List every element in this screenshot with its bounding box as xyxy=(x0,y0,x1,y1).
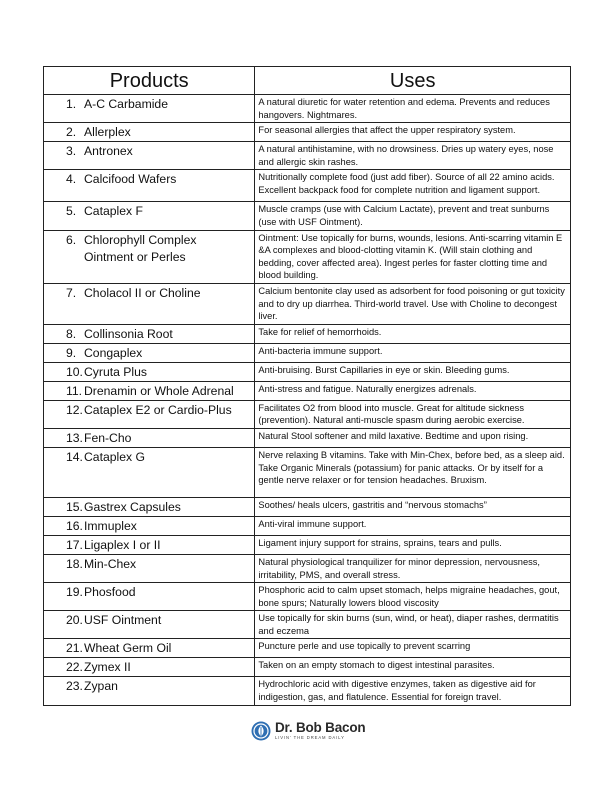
product-name: Cyruta Plus xyxy=(84,364,147,379)
leaf-emblem-icon xyxy=(251,721,271,741)
product-cell xyxy=(44,362,255,381)
product-cell xyxy=(44,677,255,705)
product-number: 1. xyxy=(66,97,77,111)
product-name: Cataplex F xyxy=(84,204,143,219)
brand-logo xyxy=(251,719,365,743)
use-cell: Anti-bruising. Burst Capillaries in eye or skin. Bleeding gums. xyxy=(255,362,571,381)
table-row xyxy=(44,611,571,639)
product-name: Congaplex xyxy=(84,345,143,360)
product-name: Zymex II xyxy=(84,660,131,675)
product-cell xyxy=(44,324,255,343)
use-cell: Anti-viral immune support. xyxy=(255,516,571,535)
table-row xyxy=(44,343,571,362)
product-number: 12. xyxy=(66,402,83,417)
header-products: Products xyxy=(44,67,255,95)
use-cell: A natural diuretic for water retention and edema. Prevents and reduces hangovers. Nightmares. xyxy=(255,95,571,123)
product-number: 14. xyxy=(66,449,83,464)
product-name: Min-Chex xyxy=(84,556,137,571)
use-cell: Facilitates O2 from blood into muscle. Great for altitude sickness (prevention). Natural anti-muscle spasm during aerobic exercise. xyxy=(255,400,571,428)
use-cell: Soothes/ heals ulcers, gastritis and “nervous stomachs” xyxy=(255,497,571,516)
product-name: Drenamin or Whole Adrenal xyxy=(84,383,234,398)
product-cell xyxy=(44,447,255,497)
product-cell xyxy=(44,202,255,230)
table-row xyxy=(44,447,571,497)
product-number: 9. xyxy=(66,345,77,360)
product-name-line2: Ointment or Perles xyxy=(84,249,186,264)
use-cell: Anti-stress and fatigue. Naturally energizes adrenals. xyxy=(255,381,571,400)
product-number: 4. xyxy=(66,172,77,187)
header-uses: Uses xyxy=(255,67,571,95)
product-number: 11. xyxy=(66,383,83,398)
table-row xyxy=(44,123,571,142)
use-cell: Ointment: Use topically for burns, wounds, lesions. Anti-scarring vitamin E &A complexes and blood-clotting vitamin K. (Will stain clothing and bedding, cover affected area). Ingest perles for faster clotting time and blood building. xyxy=(255,230,571,283)
product-number: 3. xyxy=(66,144,77,159)
table-row xyxy=(44,202,571,230)
use-cell: Phosphoric acid to calm upset stomach, helps migraine headaches, gout, bone spurs; Naturally lowers blood viscosity xyxy=(255,583,571,611)
product-name: Gastrex Capsules xyxy=(84,499,181,514)
product-name: Collinsonia Root xyxy=(84,326,173,341)
product-number: 19. xyxy=(66,585,83,600)
table-row xyxy=(44,677,571,705)
table-row xyxy=(44,583,571,611)
product-cell xyxy=(44,283,255,324)
product-cell xyxy=(44,95,255,123)
use-cell: Nutritionally complete food (just add fiber). Source of all 22 amino acids. Excellent backpack food for complete nutrition and ligament support. xyxy=(255,170,571,202)
table-row xyxy=(44,639,571,658)
use-cell: Take for relief of hemorrhoids. xyxy=(255,324,571,343)
product-name: Cataplex G xyxy=(84,449,145,464)
table-row xyxy=(44,497,571,516)
product-name: Cholacol II or Choline xyxy=(84,285,201,300)
product-name: Zypan xyxy=(84,679,118,694)
table-row xyxy=(44,554,571,582)
product-name: Allerplex xyxy=(84,125,131,140)
product-cell xyxy=(44,142,255,170)
table-row xyxy=(44,170,571,202)
product-number: 15. xyxy=(66,499,83,514)
product-number: 6. xyxy=(66,232,77,247)
table-row xyxy=(44,324,571,343)
product-cell xyxy=(44,658,255,677)
product-cell xyxy=(44,230,255,283)
use-cell: For seasonal allergies that affect the upper respiratory system. xyxy=(255,123,571,142)
product-number: 20. xyxy=(66,613,83,628)
product-cell xyxy=(44,554,255,582)
product-number: 2. xyxy=(66,125,77,140)
product-name: Wheat Germ Oil xyxy=(84,641,172,656)
product-name: Cataplex E2 or Cardio-Plus xyxy=(84,402,232,417)
use-cell: Use topically for skin burns (sun, wind, or heat), diaper rashes, dermatitis and eczema xyxy=(255,611,571,639)
use-cell: Ligament injury support for strains, sprains, tears and pulls. xyxy=(255,535,571,554)
product-number: 22. xyxy=(66,660,83,675)
use-cell: Natural Stool softener and mild laxative. Bedtime and upon rising. xyxy=(255,428,571,447)
use-cell: Calcium bentonite clay used as adsorbent for food poisoning or gut toxicity and to dry up diarrhea. Third-world travel. Use with Choline to decongest liver. xyxy=(255,283,571,324)
table-row xyxy=(44,230,571,283)
product-name: Calcifood Wafers xyxy=(84,172,177,187)
product-number: 23. xyxy=(66,679,83,694)
use-cell: Natural physiological tranquilizer for minor depression, nervousness, irritability, PMS, and overall stress. xyxy=(255,554,571,582)
product-cell xyxy=(44,343,255,362)
product-cell xyxy=(44,381,255,400)
table-row xyxy=(44,428,571,447)
use-cell: Taken on an empty stomach to digest intestinal parasites. xyxy=(255,658,571,677)
product-number: 16. xyxy=(66,518,83,533)
product-cell xyxy=(44,583,255,611)
product-name: Chlorophyll Complex xyxy=(84,232,197,247)
product-number: 17. xyxy=(66,537,83,552)
product-name: A-C Carbamide xyxy=(84,97,168,111)
table-row xyxy=(44,658,571,677)
product-cell xyxy=(44,611,255,639)
product-number: 21. xyxy=(66,641,83,656)
product-cell xyxy=(44,516,255,535)
table-row xyxy=(44,381,571,400)
logo-name: Dr. Bob Bacon xyxy=(275,720,366,735)
use-cell: Nerve relaxing B vitamins. Take with Min-Chex, before bed, as a sleep aid. Take Organic Minerals (potassium) for panic attacks. Or by itself for a gentle nerve relaxer or for tension headaches. Bruxism. xyxy=(255,447,571,497)
table-row xyxy=(44,400,571,428)
table-row xyxy=(44,95,571,123)
product-number: 13. xyxy=(66,430,83,445)
product-number: 8. xyxy=(66,326,77,341)
use-cell: Hydrochloric acid with digestive enzymes, taken as digestive aid for indigestion, gas, and flatulence. Essential for foreign travel. xyxy=(255,677,571,705)
product-number: 18. xyxy=(66,556,83,571)
product-name: Antronex xyxy=(84,144,133,159)
product-cell xyxy=(44,428,255,447)
product-number: 5. xyxy=(66,204,77,219)
table-row xyxy=(44,535,571,554)
product-name: USF Ointment xyxy=(84,613,162,628)
table-row xyxy=(44,142,571,170)
product-cell xyxy=(44,535,255,554)
product-cell xyxy=(44,123,255,142)
use-cell: Anti-bacteria immune support. xyxy=(255,343,571,362)
logo-tagline: LIVIN' THE DREAM DAILY xyxy=(275,735,345,740)
product-name: Phosfood xyxy=(84,585,136,600)
table-row xyxy=(44,516,571,535)
header-row xyxy=(44,67,571,95)
use-cell: Muscle cramps (use with Calcium Lactate), prevent and treat sunburns (use with USF Ointment). xyxy=(255,202,571,230)
product-cell xyxy=(44,497,255,516)
product-name: Fen-Cho xyxy=(84,430,132,445)
product-cell xyxy=(44,400,255,428)
product-number: 10. xyxy=(66,364,83,379)
table-row xyxy=(44,362,571,381)
use-cell: A natural antihistamine, with no drowsiness. Dries up watery eyes, nose and allergic skin rashes. xyxy=(255,142,571,170)
product-cell xyxy=(44,170,255,202)
use-cell: Puncture perle and use topically to prevent scarring xyxy=(255,639,571,658)
product-cell xyxy=(44,639,255,658)
table-row xyxy=(44,283,571,324)
product-number: 7. xyxy=(66,285,77,300)
product-name: Ligaplex I or II xyxy=(84,537,161,552)
products-table xyxy=(43,66,571,706)
product-name: Immuplex xyxy=(84,518,137,533)
